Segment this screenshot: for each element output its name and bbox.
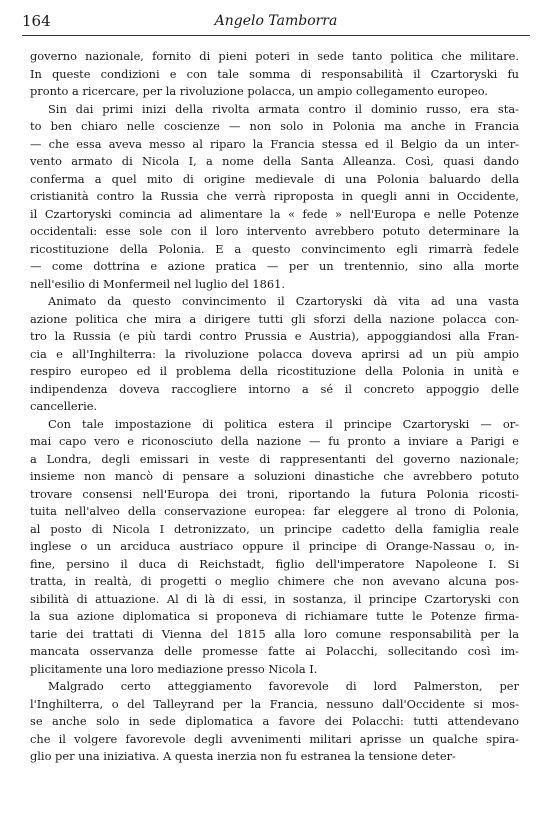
text-line: indipendenza doveva raccogliere intorno a sé il concreto appoggio delle xyxy=(30,381,519,396)
text-line: a Londra, degli emissari in veste di rappresentanti del governo nazionale; xyxy=(30,451,519,466)
text-line: In queste condizioni e con tale somma di responsabilità il Czartoryski fu xyxy=(30,66,519,81)
text-line: fine, persino il duca di Reichstadt, figlio dell'imperatore Napoleone I. Si xyxy=(30,556,519,571)
text-line: occidentali: esse sole con il loro intervento avrebbero potuto determinare la xyxy=(30,224,519,238)
header-rule xyxy=(22,35,530,36)
text-line: plicitamente una loro mediazione presso Nicola I. xyxy=(30,661,318,676)
text-line: Animato da questo convincimento il Czartoryski dà vita ad una vasta xyxy=(48,294,519,308)
text-line: cristianità contro la Russia che verrà riproposta in quegli anni in Occidente, xyxy=(30,189,519,203)
text-line: conferma a quel mito di origine medievale di una Polonia baluardo della xyxy=(30,171,519,186)
text-line: inglese o un arciduca austriaco oppure il principe di Orange-Nassau o, in- xyxy=(30,539,519,553)
page-number: 164 xyxy=(22,12,51,30)
text-line: insieme non mancò di pensare a soluzioni dinastiche che avrebbero potuto xyxy=(30,469,519,483)
text-line: respiro europeo ed il problema della ricostituzione della Polonia in unità e xyxy=(30,364,519,378)
text-line: tro la Russia (e più tardi contro Prussia e Austria), appoggiandosi alla Fran- xyxy=(30,329,519,343)
body-text xyxy=(30,48,519,766)
paragraph xyxy=(30,416,519,679)
text-line: il Czartoryski comincia ad alimentare la « fede » nell'Europa e nelle Potenze xyxy=(30,206,519,221)
text-line: vento armato di Nicola I, a nome della Santa Alleanza. Così, quasi dando xyxy=(30,154,519,168)
text-line: nell'esilio di Monfermeil nel luglio del 1861. xyxy=(30,276,286,291)
paragraph xyxy=(30,293,519,416)
text-line: — come dottrina e azione pratica — per un trentennio, sino alla morte xyxy=(30,259,519,273)
text-line: glio per una iniziativa. A questa inerzia non fu estranea la tensione deter- xyxy=(30,749,456,763)
paragraph xyxy=(30,48,519,101)
text-line: tarie dei trattati di Vienna del 1815 alla loro comune responsabilità per la xyxy=(30,626,519,641)
text-line: cancellerie. xyxy=(30,399,98,413)
text-line: Sin dai primi inizi della rivolta armata contro il dominio russo, era sta- xyxy=(48,101,519,116)
text-line: Malgrado certo atteggiamento favorevole di lord Palmerston, per xyxy=(48,679,519,693)
text-line: l'Inghilterra, o del Talleyrand per la Francia, nessuno dall'Occidente si mos- xyxy=(30,696,519,711)
text-line: cia e all'Inghilterra: la rivoluzione polacca doveva aprirsi ad un più ampio xyxy=(30,346,519,361)
page-header xyxy=(22,12,530,32)
paragraph xyxy=(30,678,519,766)
paragraph xyxy=(30,101,519,294)
text-line: sibilità di attuazione. Al di là di essi, in sostanza, il principe Czartoryski con xyxy=(30,591,519,606)
text-line: mai capo vero e riconosciuto della nazione — fu pronto a inviare a Parigi e xyxy=(30,434,519,448)
text-line: tuita nell'alveo della conservazione europea: far eleggere al trono di Polonia, xyxy=(30,504,519,518)
text-line: che il volgere favorevole degli avvenimenti militari aprisse un qualche spira- xyxy=(30,731,519,746)
text-line: pronto a ricercare, per la rivoluzione polacca, un ampio collegamento europeo. xyxy=(30,84,489,98)
text-line: to ben chiaro nelle coscienze — non solo in Polonia ma anche in Francia xyxy=(30,119,519,133)
text-line: se anche solo in sede diplomatica a favore dei Polacchi: tutti attendevano xyxy=(30,714,519,728)
text-line: ricostituzione della Polonia. E a questo convincimento egli rimarrà fedele xyxy=(30,241,519,256)
text-line: trovare consensi nell'Europa dei troni, riportando la futura Polonia ricosti- xyxy=(30,486,519,501)
text-line: — che essa aveva messo al riparo la Francia stessa ed il Belgio da un inter- xyxy=(30,136,519,151)
text-line: mancata osservanza delle promesse fatte ai Polacchi, sollecitando così im- xyxy=(30,644,519,658)
text-line: Con tale impostazione di politica estera il principe Czartoryski — or- xyxy=(48,416,519,431)
text-line: tratta, in realtà, di progetti o meglio chimere che non avevano alcuna pos- xyxy=(30,574,519,588)
text-line: la sua azione diplomatica si proponeva di richiamare tutte le Potenze firma- xyxy=(30,609,519,623)
text-line: al posto di Nicola I detronizzato, un principe cadetto della famiglia reale xyxy=(30,521,519,536)
text-line: governo nazionale, fornito di pieni poteri in sede tanto politica che militare. xyxy=(30,49,519,63)
text-line: azione politica che mira a dirigere tutti gli sforzi della nazione polacca con- xyxy=(30,311,519,326)
running-head: Angelo Tamborra xyxy=(214,13,338,29)
